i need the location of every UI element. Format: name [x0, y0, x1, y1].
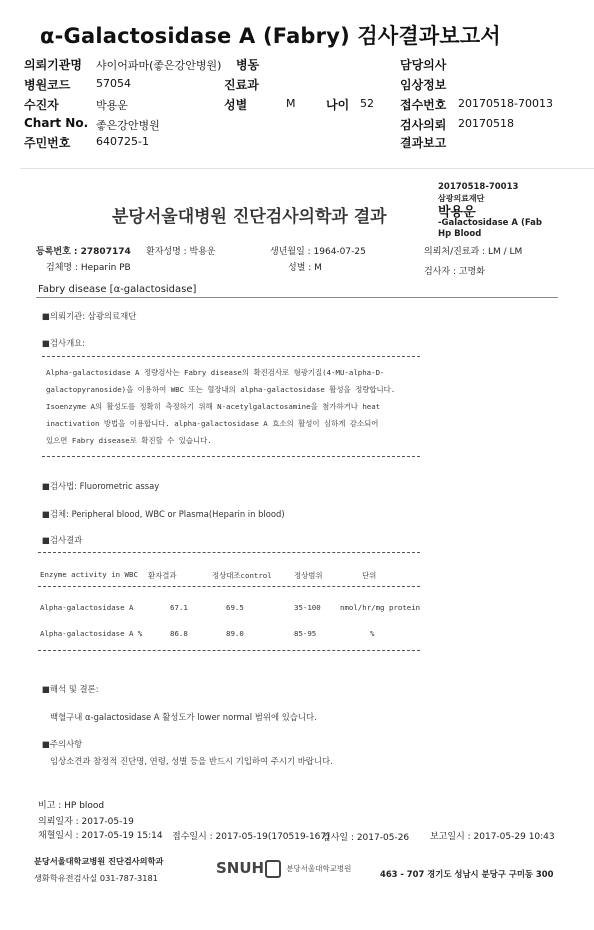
overview-line-2: galactopyranoside)을 이용하여 WBC 또는 혈장내의 alpha-galactosidase 활성을 정량합니다.: [46, 385, 396, 394]
label-result-report: 결과보고: [400, 136, 447, 150]
test-name: Fabry disease [α-galactosidase]: [38, 284, 197, 295]
overview-line-5: 있으면 Fabry disease로 확진할 수 있습니다.: [46, 436, 212, 445]
label-doctor: 담당의사: [400, 58, 447, 72]
label-department: 진료과: [224, 78, 259, 92]
label-ward: 병동: [236, 58, 260, 72]
label-sticker-id: 20170518-70013: [438, 182, 519, 192]
notes-title: ■주의사항: [42, 739, 83, 749]
table-row-1-name: Alpha-galactosidase A: [40, 603, 134, 612]
request-date: 의뢰일자 : 2017-05-19: [38, 817, 134, 827]
logo-subtitle: 분당서울대학교병원: [286, 864, 352, 873]
method-line: ■검사법: Fluorometric assay: [42, 481, 160, 491]
label-sex: 성별: [224, 98, 248, 112]
label-institution: 의뢰기관명: [24, 58, 82, 72]
exam-date: 검사일 : 2017-05-26: [322, 833, 410, 843]
table-row-1-unit: nmol/hr/mg protein: [340, 603, 421, 612]
label-request: 검사의뢰: [400, 118, 447, 132]
label-sticker-org: 삼광의료재단: [438, 194, 485, 203]
overview-line-1: Alpha-galactosidase A 정량검사는 Fabry disease의 확진검사로 형광기질(4-MU-alpha-D-: [46, 368, 385, 377]
overview-line-4: inactivation 방법을 이용합니다. alpha-galactosidase A 효소의 활성이 심하게 감소되어: [46, 419, 379, 428]
table-header-patient: 환자결과: [148, 571, 177, 580]
value-request: 20170518: [458, 117, 514, 130]
notes-text: 임상소견과 참정적 진단명, 연령, 성별 등을 반드시 기입하여 주시기 바랍니다.: [50, 756, 333, 766]
logo-text: SNUH: [216, 859, 265, 877]
report-date: 보고일시 : 2017-05-29 10:43: [430, 832, 555, 842]
value-hospital-code: 57054: [96, 77, 131, 90]
footer-lab: 생화학유전검사실 031-787-3181: [34, 873, 158, 883]
registration-no: 등록번호 : 27807174: [36, 247, 131, 257]
table-row-1-range: 35-100: [294, 603, 321, 612]
table-header-rule: [38, 586, 420, 587]
value-patient: 박용운: [96, 99, 128, 112]
label-sticker-name: 박용운: [438, 205, 476, 220]
label-chart-no: Chart No.: [24, 116, 89, 130]
report-title: 분당서울대병원 진단검사의학과 결과: [112, 207, 387, 227]
value-age: 52: [360, 97, 374, 110]
label-age: 나이: [326, 98, 350, 112]
interpretation-text: 백혈구내 α-galactosidase A 활성도가 lower normal 범위에 있습니다.: [50, 712, 317, 722]
document-title: α-Galactosidase A (Fabry) 검사결과보고서: [40, 24, 501, 48]
overview-line-3: Isoenzyme A의 활성도를 정확히 측정하기 위해 N-acetylgalactosamine을 첨가하거나 heat: [46, 402, 381, 411]
hospital-logo-icon: [265, 860, 281, 878]
results-title: ■검사결과: [42, 535, 83, 545]
table-row-2-unit: %: [370, 629, 375, 638]
specimen-line: ■검체: Peripheral blood, WBC or Plasma(Heparin in blood): [42, 509, 285, 519]
birth-date: 생년월일 : 1964-07-25: [270, 247, 366, 257]
table-header-enzyme: Enzyme activity in WBC: [40, 570, 138, 579]
table-header-range: 정상범위: [294, 571, 323, 580]
label-hospital-code: 병원코드: [24, 78, 71, 92]
receipt-date: 접수일시 : 2017-05-19(170519-167): [172, 832, 330, 842]
hospital-address: 463 - 707 경기도 성남시 분당구 구미동 300: [380, 869, 554, 879]
specimen-name: 검체명 : Heparin PB: [46, 263, 131, 273]
label-patient: 수진자: [24, 98, 59, 112]
label-sticker-blood: Hp Blood: [438, 229, 482, 239]
snuh-logo: [216, 858, 351, 878]
table-bottom-rule: [38, 650, 420, 651]
examiner: 검사자 : 고명화: [424, 267, 485, 277]
table-row-2-name: Alpha-galactosidase A %: [40, 629, 143, 638]
table-row-2-control: 89.0: [226, 629, 244, 638]
value-institution: 샤이어파마(좋은강안병원): [96, 59, 222, 72]
label-receipt-no: 접수번호: [400, 98, 447, 112]
overview-title: ■검사개요:: [42, 338, 86, 348]
overview-top-rule: [42, 356, 420, 357]
institution-line: ■의뢰기관: 삼광의료재단: [42, 311, 137, 321]
value-sex: M: [286, 97, 296, 110]
footer-department: 분당서울대학교병원 진단검사의학과: [34, 856, 164, 866]
report-sex: 성별 : M: [288, 263, 322, 273]
remark: 비고 : HP blood: [38, 801, 105, 811]
header-divider: [36, 297, 558, 298]
referral-dept: 의뢰처/진료과 : LM / LM: [424, 247, 523, 257]
table-top-rule: [38, 552, 420, 553]
table-row-2-patient: 86.8: [170, 629, 188, 638]
interpretation-title: ■해석 및 결론:: [42, 684, 99, 694]
table-header-unit: 단위: [362, 571, 377, 580]
table-header-control: 정상대조control: [212, 571, 272, 580]
value-chart-no: 좋은강안병원: [96, 119, 160, 132]
overview-bottom-rule: [42, 456, 420, 457]
label-sticker-test: -Galactosidase A (Fab: [438, 218, 542, 228]
value-resident-no: 640725-1: [96, 135, 149, 148]
table-row-1-control: 69.5: [226, 603, 244, 612]
patient-name: 환자성명 : 박용운: [146, 247, 216, 257]
table-row-2-range: 85-95: [294, 629, 317, 638]
collection-date: 채혈일시 : 2017-05-19 15:14: [38, 831, 163, 841]
value-receipt-no: 20170518-70013: [458, 97, 553, 110]
label-resident-no: 주민번호: [24, 136, 71, 150]
table-row-1-patient: 67.1: [170, 603, 188, 612]
label-clinical-info: 임상정보: [400, 78, 447, 92]
